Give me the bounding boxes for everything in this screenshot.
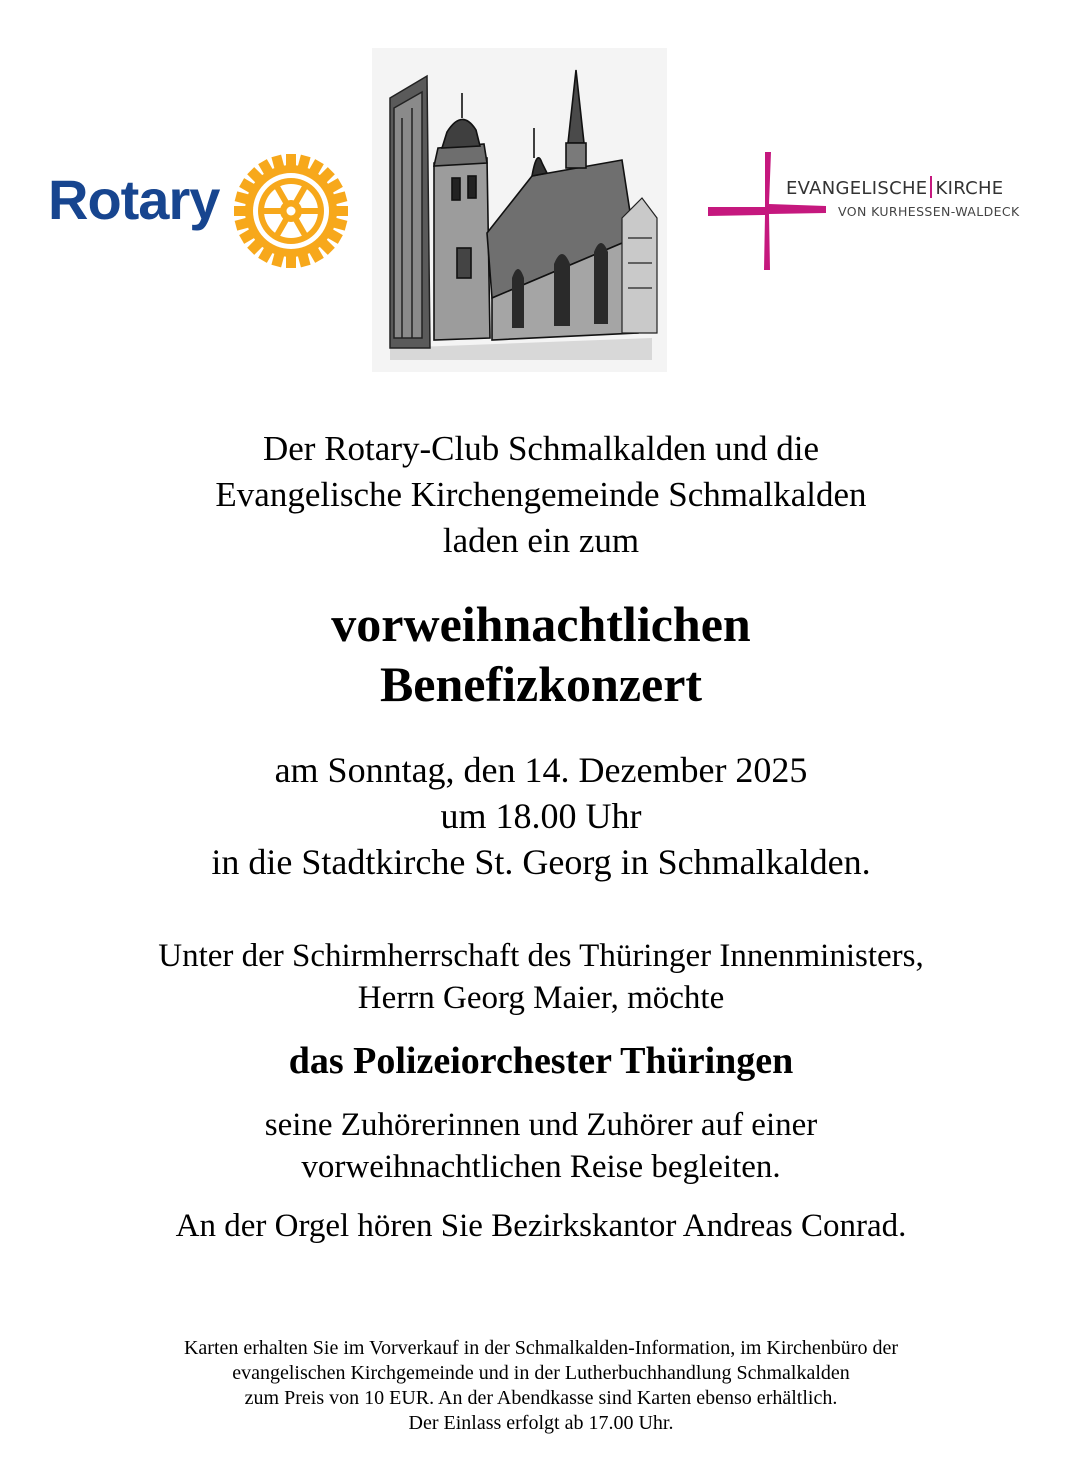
ek-title-part2: KIRCHE bbox=[935, 178, 1004, 199]
event-details bbox=[0, 747, 1082, 885]
intro-line: Der Rotary-Club Schmalkalden und die bbox=[263, 429, 819, 468]
ticket-line: evangelischen Kirchgemeinde und in der Lutherbuchhandlung Schmalkalden bbox=[232, 1362, 850, 1384]
ek-divider bbox=[930, 176, 932, 198]
headline-line: vorweihnachtlichen bbox=[331, 596, 751, 652]
headline bbox=[0, 594, 1082, 714]
rotary-wheel-icon bbox=[232, 152, 350, 270]
event-time: um 18.00 Uhr bbox=[440, 796, 642, 836]
patronage-line: Herrn Georg Maier, möchte bbox=[357, 980, 725, 1016]
event-date: am Sonntag, den 14. Dezember 2025 bbox=[274, 750, 808, 790]
ek-title bbox=[786, 176, 1003, 198]
organ-text: An der Orgel hören Sie Bezirkskantor Andreas Conrad. bbox=[175, 1208, 907, 1244]
ek-subtitle: VON KURHESSEN-WALDECK bbox=[838, 204, 1020, 219]
event-venue: in die Stadtkirche St. Georg in Schmalkalden. bbox=[211, 842, 871, 882]
church-drawing-image bbox=[372, 48, 667, 372]
journey-line: seine Zuhörerinnen und Zuhörer auf einer bbox=[264, 1107, 818, 1143]
intro-line: Evangelische Kirchengemeinde Schmalkalden bbox=[215, 475, 867, 514]
intro-text bbox=[0, 426, 1082, 564]
journey-text bbox=[0, 1104, 1082, 1188]
headline-line: Benefizkonzert bbox=[379, 656, 703, 712]
journey-line: vorweihnachtlichen Reise begleiten. bbox=[301, 1149, 781, 1185]
orchestra-name: das Polizeiorchester Thüringen bbox=[288, 1040, 794, 1082]
patronage-line: Unter der Schirmherrschaft des Thüringer Innenministers, bbox=[158, 938, 924, 974]
intro-line: laden ein zum bbox=[442, 521, 640, 560]
ticket-info bbox=[0, 1336, 1082, 1436]
ticket-line: zum Preis von 10 EUR. An der Abendkasse sind Karten ebenso erhältlich. bbox=[244, 1387, 838, 1409]
rotary-wordmark: Rotary bbox=[48, 168, 220, 231]
ticket-line: Der Einlass erfolgt ab 17.00 Uhr. bbox=[408, 1412, 674, 1434]
cross-icon bbox=[708, 152, 826, 270]
ticket-line: Karten erhalten Sie im Vorverkauf in der Schmalkalden-Information, im Kirchenbüro der bbox=[183, 1337, 899, 1359]
ek-title-part1: EVANGELISCHE bbox=[786, 178, 928, 199]
patronage-text bbox=[0, 935, 1082, 1019]
